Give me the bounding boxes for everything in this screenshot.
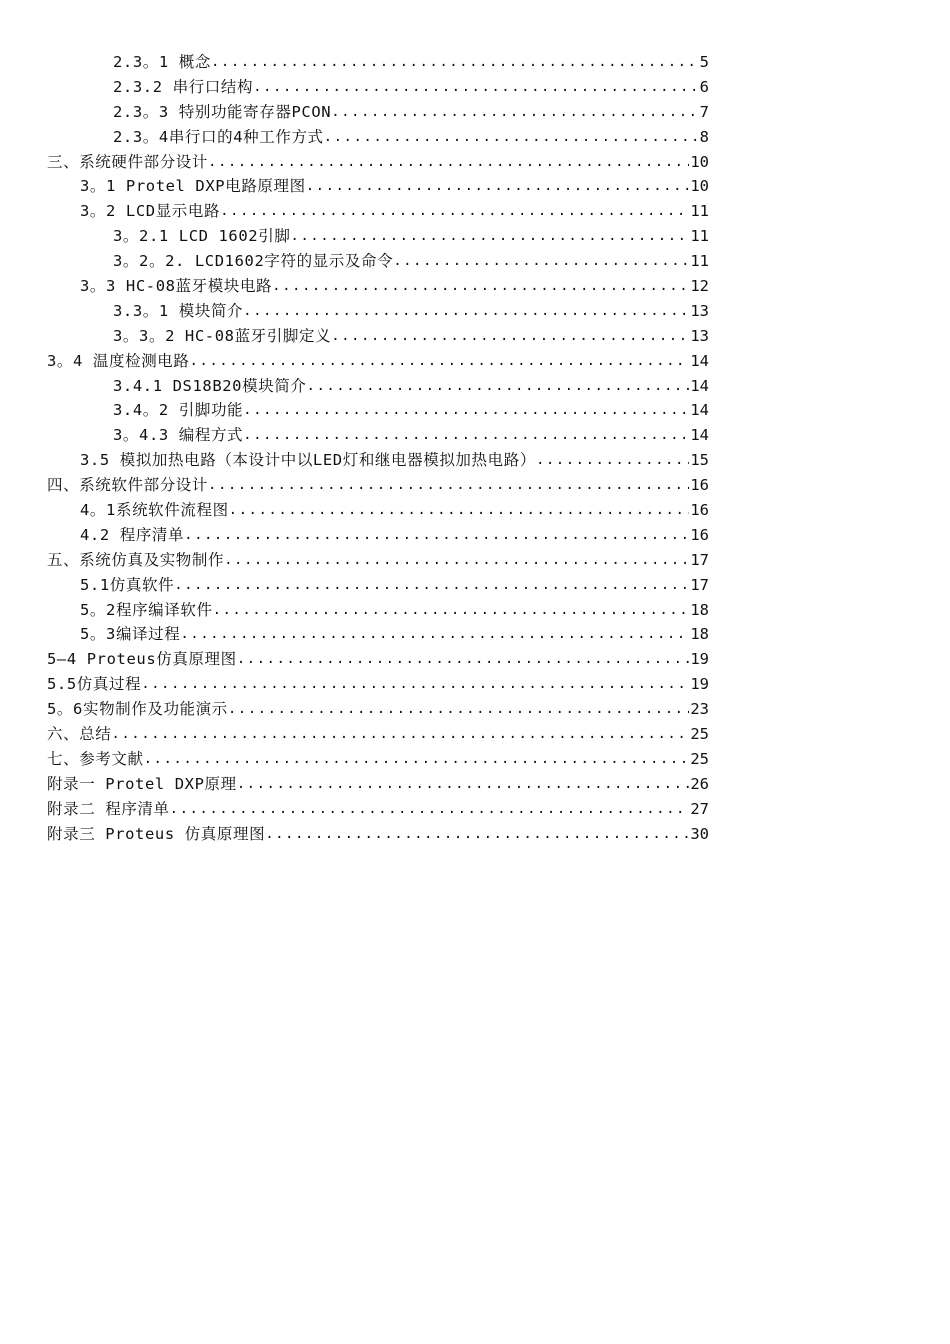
toc-entry-title: 七、参考文献 bbox=[47, 749, 144, 768]
toc-dot-leader bbox=[331, 100, 698, 125]
toc-entry-page-number: 16 bbox=[690, 525, 709, 544]
toc-entry-title: 3。3 HC-08蓝牙模块电路 bbox=[80, 277, 273, 296]
toc-entry[interactable] bbox=[0, 548, 709, 573]
toc-entry-title: 2.3.2 串行口结构 bbox=[113, 77, 254, 96]
toc-entry[interactable] bbox=[0, 349, 709, 374]
toc-entry-page-number: 27 bbox=[690, 799, 709, 818]
toc-entry-page-number: 17 bbox=[690, 575, 709, 594]
toc-entry[interactable] bbox=[0, 747, 709, 772]
toc-dot-leader bbox=[243, 398, 689, 423]
toc-entry[interactable] bbox=[0, 324, 709, 349]
toc-entry[interactable] bbox=[0, 249, 709, 274]
toc-entry[interactable] bbox=[0, 299, 709, 324]
toc-dot-leader bbox=[208, 150, 689, 175]
toc-entry-title: 5。2程序编译软件 bbox=[80, 600, 213, 619]
toc-entry-title: 五、系统仿真及实物制作 bbox=[47, 550, 225, 569]
toc-dot-leader bbox=[306, 174, 690, 199]
table-of-contents bbox=[0, 50, 950, 847]
toc-dot-leader bbox=[536, 448, 689, 473]
toc-dot-leader bbox=[324, 125, 699, 150]
toc-dot-leader bbox=[220, 199, 689, 224]
toc-entry-page-number: 8 bbox=[699, 127, 709, 146]
toc-dot-leader bbox=[174, 573, 689, 598]
toc-dot-leader bbox=[243, 423, 689, 448]
toc-entry-page-number: 25 bbox=[690, 725, 709, 744]
toc-entry-page-number: 26 bbox=[690, 774, 709, 793]
toc-entry[interactable] bbox=[0, 622, 709, 647]
toc-entry-title: 4。1系统软件流程图 bbox=[80, 501, 229, 520]
toc-entry-page-number: 11 bbox=[690, 252, 709, 271]
toc-entry-page-number: 19 bbox=[690, 650, 709, 669]
toc-entry-page-number: 7 bbox=[699, 102, 709, 121]
toc-dot-leader bbox=[272, 274, 689, 299]
toc-entry-title: 3.5 模拟加热电路（本设计中以LED灯和继电器模拟加热电路） bbox=[80, 451, 536, 470]
toc-dot-leader bbox=[229, 498, 690, 523]
toc-dot-leader bbox=[144, 747, 690, 772]
toc-entry-title: 四、系统软件部分设计 bbox=[47, 476, 209, 495]
toc-entry[interactable] bbox=[0, 573, 709, 598]
toc-entry-title: 附录三 Proteus 仿真原理图 bbox=[47, 824, 266, 843]
toc-entry[interactable] bbox=[0, 498, 709, 523]
toc-entry-title: 2.3。3 特别功能寄存器PCON bbox=[113, 102, 332, 121]
toc-entry-page-number: 14 bbox=[690, 376, 709, 395]
toc-entry-title: 5.5仿真过程 bbox=[47, 675, 142, 694]
toc-entry-page-number: 14 bbox=[690, 401, 709, 420]
toc-dot-leader bbox=[211, 50, 699, 75]
toc-entry[interactable] bbox=[0, 772, 709, 797]
toc-entry-page-number: 30 bbox=[690, 824, 709, 843]
toc-entry-page-number: 13 bbox=[690, 301, 709, 320]
toc-entry-page-number: 5 bbox=[699, 53, 709, 71]
toc-entry[interactable] bbox=[0, 374, 709, 399]
toc-dot-leader bbox=[253, 75, 699, 100]
toc-entry-page-number: 11 bbox=[690, 227, 709, 246]
toc-entry-page-number: 6 bbox=[699, 77, 709, 96]
toc-entry[interactable] bbox=[0, 647, 709, 672]
toc-dot-leader bbox=[213, 598, 690, 623]
toc-entry[interactable] bbox=[0, 473, 709, 498]
toc-entry-page-number: 16 bbox=[690, 501, 709, 520]
toc-entry[interactable] bbox=[0, 50, 709, 75]
toc-entry-title: 5.1仿真软件 bbox=[80, 575, 175, 594]
toc-entry[interactable] bbox=[0, 199, 709, 224]
toc-dot-leader bbox=[111, 722, 689, 747]
toc-entry-title: 3。1 Protel DXP电路原理图 bbox=[80, 177, 306, 196]
toc-entry[interactable] bbox=[0, 224, 709, 249]
toc-entry[interactable] bbox=[0, 125, 709, 150]
toc-entry[interactable] bbox=[0, 822, 709, 847]
toc-entry-page-number: 16 bbox=[690, 476, 709, 495]
toc-entry-page-number: 19 bbox=[690, 675, 709, 694]
toc-entry-page-number: 14 bbox=[690, 426, 709, 445]
toc-dot-leader bbox=[237, 647, 690, 672]
toc-entry-page-number: 13 bbox=[690, 326, 709, 345]
toc-entry[interactable] bbox=[0, 722, 709, 747]
toc-entry-page-number: 11 bbox=[690, 202, 709, 221]
toc-entry-title: 3。4 温度检测电路 bbox=[47, 351, 190, 370]
toc-entry-page-number: 25 bbox=[690, 749, 709, 768]
toc-entry-page-number: 18 bbox=[690, 600, 709, 619]
toc-entry[interactable] bbox=[0, 398, 709, 423]
toc-entry[interactable] bbox=[0, 797, 709, 822]
toc-entry[interactable] bbox=[0, 523, 709, 548]
toc-dot-leader bbox=[265, 822, 689, 847]
toc-entry[interactable] bbox=[0, 75, 709, 100]
toc-dot-leader bbox=[184, 523, 689, 548]
toc-entry[interactable] bbox=[0, 423, 709, 448]
toc-entry-page-number: 15 bbox=[690, 451, 709, 470]
toc-entry-title: 附录二 程序清单 bbox=[47, 799, 170, 818]
toc-entry-title: 2.3。4串行口的4种工作方式 bbox=[113, 127, 324, 146]
toc-entry-title: 5。6实物制作及功能演示 bbox=[47, 700, 228, 719]
toc-entry[interactable] bbox=[0, 150, 709, 175]
toc-entry-title: 3。2 LCD显示电路 bbox=[80, 202, 221, 221]
toc-entry-title: 5。3编译过程 bbox=[80, 625, 181, 644]
toc-dot-leader bbox=[237, 772, 690, 797]
toc-entry[interactable] bbox=[0, 174, 709, 199]
toc-entry-title: 5—4 Proteus仿真原理图 bbox=[47, 650, 237, 669]
toc-entry-page-number: 10 bbox=[690, 152, 709, 171]
toc-entry-title: 3。4.3 编程方式 bbox=[113, 426, 244, 445]
toc-entry[interactable] bbox=[0, 672, 709, 697]
toc-entry[interactable] bbox=[0, 448, 709, 473]
toc-entry-title: 三、系统硬件部分设计 bbox=[47, 152, 209, 171]
toc-dot-leader bbox=[170, 797, 690, 822]
toc-entry[interactable] bbox=[0, 598, 709, 623]
toc-dot-leader bbox=[393, 249, 689, 274]
toc-entry-title: 3.4.1 DS18B20模块简介 bbox=[113, 376, 307, 395]
toc-entry-title: 4.2 程序清单 bbox=[80, 525, 185, 544]
toc-entry[interactable] bbox=[0, 100, 709, 125]
toc-dot-leader bbox=[331, 324, 689, 349]
toc-entry-title: 3。2。2. LCD1602字符的显示及命令 bbox=[113, 252, 394, 271]
toc-entry-title: 3.3。1 模块简介 bbox=[113, 301, 244, 320]
toc-dot-leader bbox=[224, 548, 689, 573]
toc-entry-page-number: 12 bbox=[690, 277, 709, 296]
toc-entry-title: 3。2.1 LCD 1602引脚 bbox=[113, 227, 291, 246]
toc-entry[interactable] bbox=[0, 697, 709, 722]
toc-entry-page-number: 10 bbox=[690, 177, 709, 196]
toc-entry[interactable] bbox=[0, 274, 709, 299]
toc-entry-title: 2.3。1 概念 bbox=[113, 53, 211, 71]
toc-entry-title: 3.4。2 引脚功能 bbox=[113, 401, 244, 420]
toc-entry-page-number: 14 bbox=[690, 351, 709, 370]
toc-entry-page-number: 18 bbox=[690, 625, 709, 644]
toc-dot-leader bbox=[190, 349, 690, 374]
toc-dot-leader bbox=[208, 473, 689, 498]
toc-dot-leader bbox=[228, 697, 689, 722]
toc-dot-leader bbox=[141, 672, 689, 697]
toc-dot-leader bbox=[180, 622, 689, 647]
toc-entry-title: 六、总结 bbox=[47, 725, 112, 744]
toc-dot-leader bbox=[243, 299, 689, 324]
toc-entry-page-number: 23 bbox=[690, 700, 709, 719]
toc-entry-title: 3。3。2 HC-08蓝牙引脚定义 bbox=[113, 326, 332, 345]
toc-dot-leader bbox=[307, 374, 690, 399]
toc-entry-page-number: 17 bbox=[690, 550, 709, 569]
toc-dot-leader bbox=[290, 224, 689, 249]
toc-entry-title: 附录一 Protel DXP原理 bbox=[47, 774, 237, 793]
